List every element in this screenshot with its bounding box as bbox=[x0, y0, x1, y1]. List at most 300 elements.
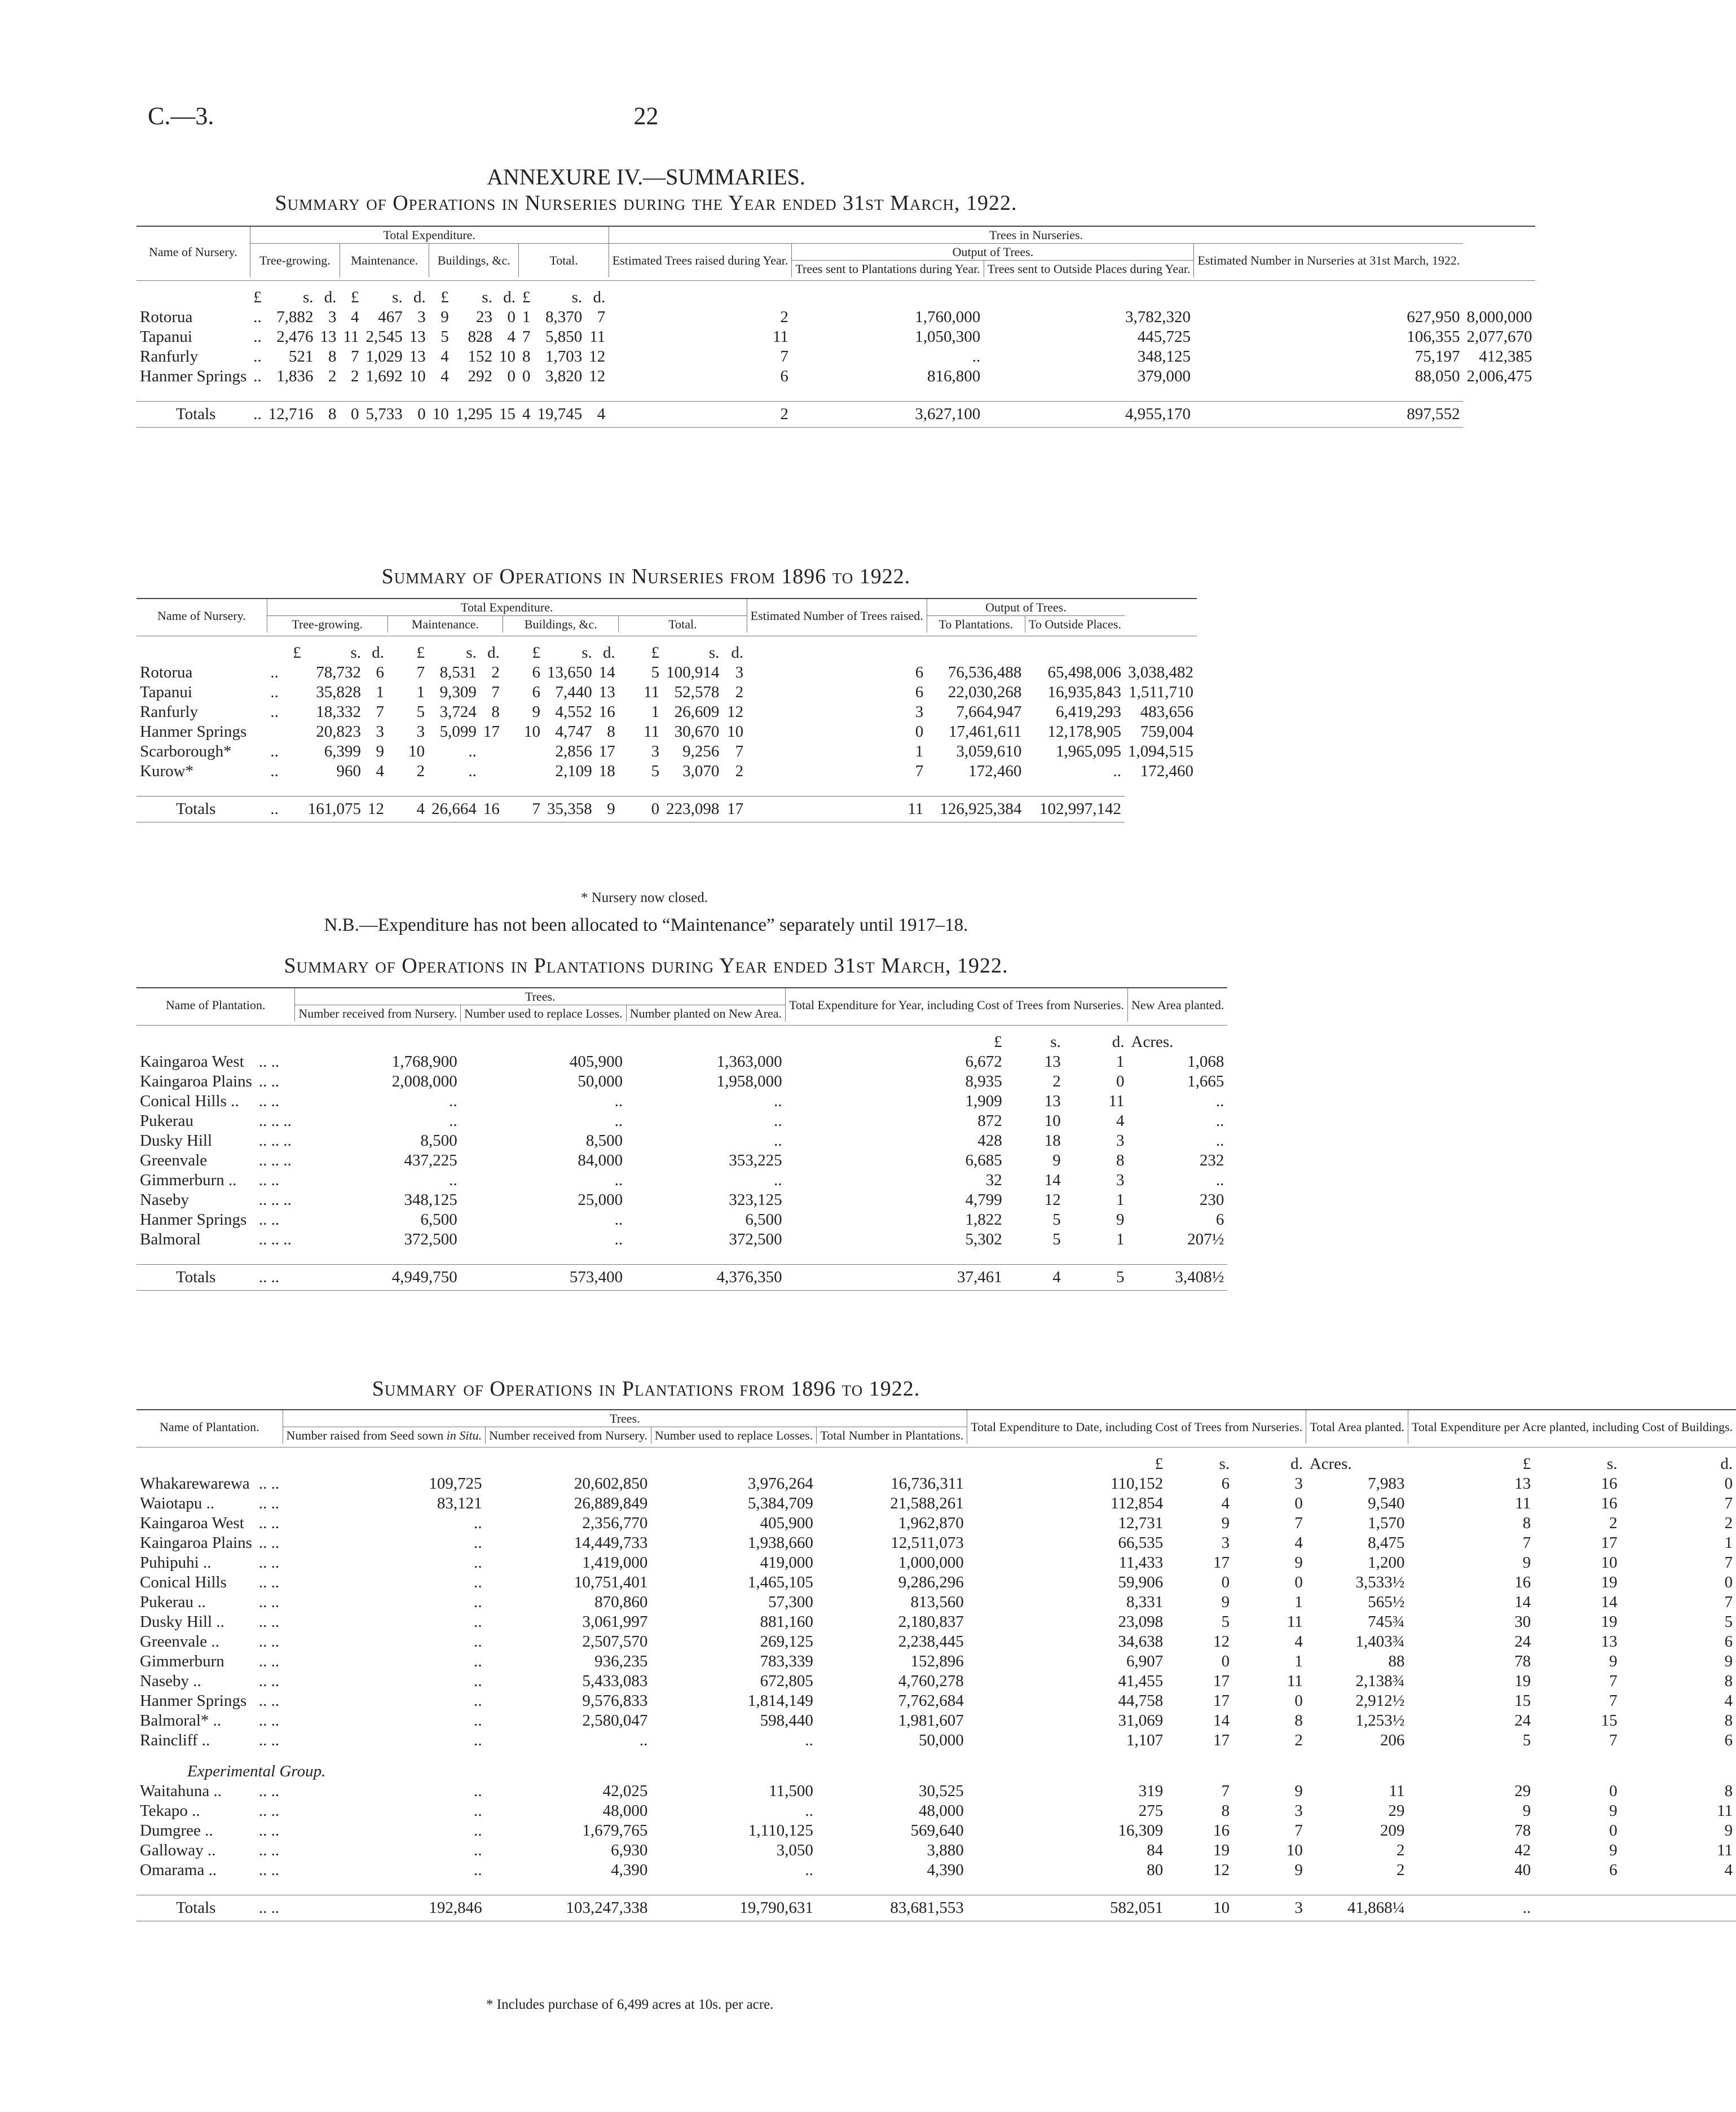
total-cell: 3,408½ bbox=[1128, 1265, 1228, 1291]
plantation-row bbox=[136, 1171, 1227, 1190]
cell: 17 bbox=[1213, 1731, 1230, 1749]
cell: 1,068 bbox=[1187, 1053, 1224, 1071]
cell: 109,725 bbox=[429, 1475, 482, 1493]
cell: 3,782,320 bbox=[1125, 308, 1191, 326]
cell: 7 bbox=[780, 347, 788, 366]
cell: 18 bbox=[598, 762, 615, 780]
cell: 8 bbox=[1221, 1802, 1230, 1820]
cell: 230 bbox=[1199, 1191, 1224, 1209]
experimental-row bbox=[136, 1821, 1736, 1841]
cell: 7 bbox=[1724, 1494, 1733, 1512]
cell: 405,900 bbox=[569, 1053, 623, 1071]
cell: 936,235 bbox=[594, 1652, 648, 1670]
cell: 7 bbox=[350, 347, 359, 366]
plantation-row bbox=[136, 1652, 1736, 1671]
t2-header-name: Name of Nursery. bbox=[157, 609, 246, 623]
t1-header-trees: Trees in Nurseries. bbox=[609, 226, 1463, 244]
cell: 6 bbox=[1724, 1633, 1733, 1651]
total-cell: 11 bbox=[747, 797, 927, 822]
cell: 17 bbox=[483, 723, 500, 741]
t2-footnote: * Nursery now closed. bbox=[581, 890, 708, 905]
cell: .. bbox=[614, 1092, 623, 1110]
cell: .. .. .. bbox=[258, 1230, 292, 1248]
cell: 13 bbox=[409, 347, 426, 366]
cell: 269,125 bbox=[760, 1633, 813, 1651]
cell: 13 bbox=[320, 328, 337, 346]
cell: 2 bbox=[328, 367, 337, 385]
cell: 19 bbox=[1514, 1672, 1531, 1690]
cell: 2,912½ bbox=[1355, 1692, 1405, 1710]
cell: .. bbox=[1215, 1112, 1224, 1130]
cell: 6,500 bbox=[745, 1211, 782, 1229]
cell: 0 bbox=[507, 308, 515, 326]
cell: 4,747 bbox=[555, 723, 592, 741]
cell: 12 bbox=[1213, 1633, 1230, 1651]
cell: .. bbox=[474, 1672, 482, 1690]
cell: 6,500 bbox=[420, 1211, 457, 1229]
cell: 7 bbox=[915, 762, 924, 780]
total-cell: 5 bbox=[1064, 1265, 1128, 1291]
cell: 11 bbox=[1515, 1494, 1531, 1512]
cell: .. bbox=[474, 1633, 482, 1651]
t4-header-seed: Number raised from Seed sown in Situ. bbox=[283, 1427, 485, 1444]
t4-header-name: Name of Plantation. bbox=[160, 1420, 259, 1434]
cell: 521 bbox=[289, 347, 314, 366]
t4-header-used: Number used to replace Losses. bbox=[651, 1427, 816, 1444]
t4-header-area: Total Area planted. bbox=[1306, 1410, 1408, 1444]
cell: .. .. bbox=[258, 1053, 280, 1071]
cell: 7 bbox=[1724, 1593, 1733, 1611]
experimental-row bbox=[136, 1781, 1736, 1801]
cell: 5,433,083 bbox=[582, 1672, 648, 1690]
cell: 405,900 bbox=[760, 1514, 813, 1532]
cell: 7 bbox=[1609, 1672, 1618, 1690]
cell: 2,476 bbox=[276, 328, 314, 346]
cell: .. .. bbox=[258, 1072, 280, 1090]
cell: 9 bbox=[1522, 1802, 1531, 1820]
cell: 19 bbox=[1601, 1573, 1618, 1591]
cell: 29 bbox=[1388, 1802, 1405, 1820]
cell: 9,286,296 bbox=[898, 1573, 964, 1591]
cell: 7 bbox=[1724, 1554, 1733, 1572]
cell: 12,178,905 bbox=[1047, 723, 1121, 741]
cell: 11 bbox=[772, 328, 788, 346]
cell: 7,664,947 bbox=[956, 703, 1022, 721]
cell: .. .. bbox=[258, 1731, 280, 1749]
cell: 11 bbox=[1717, 1841, 1733, 1859]
cell: .. .. bbox=[258, 1554, 280, 1572]
cell bbox=[480, 762, 503, 781]
annexure-title: ANNEXURE IV.—SUMMARIES. bbox=[487, 164, 805, 190]
cell: 16 bbox=[1601, 1494, 1618, 1512]
t1-header-sent-outside: Trees sent to Outside Places during Year. bbox=[984, 261, 1194, 278]
cell: 8,000,000 bbox=[1466, 308, 1532, 326]
cell: 2 bbox=[491, 663, 500, 681]
cell: 20,602,850 bbox=[574, 1475, 648, 1493]
cell: 4 bbox=[1724, 1861, 1733, 1879]
cell: 3,050 bbox=[776, 1841, 813, 1859]
row-label: Conical Hills bbox=[140, 1573, 227, 1591]
cell: 10 bbox=[1601, 1554, 1618, 1572]
cell: 6 bbox=[1215, 1211, 1224, 1229]
cell: 7,762,684 bbox=[898, 1692, 964, 1710]
total-cell: 582,051 bbox=[967, 1895, 1167, 1921]
nursery-row bbox=[136, 347, 1535, 367]
cell: 4,552 bbox=[555, 703, 592, 721]
totals-row bbox=[136, 1265, 1227, 1291]
nursery-row bbox=[136, 327, 1535, 347]
cell: 1,200 bbox=[1368, 1554, 1405, 1572]
nursery-year-table bbox=[136, 226, 1535, 428]
cell: 1 bbox=[522, 308, 531, 326]
t4-header-total: Total Number in Plantations. bbox=[817, 1427, 967, 1444]
row-label: Pukerau bbox=[140, 1112, 194, 1130]
row-label: Hanmer Springs bbox=[140, 1692, 247, 1710]
cell: 5 bbox=[1052, 1211, 1061, 1229]
total-cell: 35,358 bbox=[544, 797, 596, 822]
cell: 6,685 bbox=[965, 1151, 1002, 1169]
row-label: Kurow* bbox=[140, 762, 194, 780]
cell: 2,507,570 bbox=[582, 1633, 648, 1651]
cell: .. .. bbox=[258, 1593, 280, 1611]
cell: 17 bbox=[1213, 1692, 1230, 1710]
cell: 3 bbox=[416, 723, 425, 741]
total-cell: 15 bbox=[496, 402, 519, 428]
nursery-row bbox=[136, 683, 1197, 702]
cell: 7 bbox=[1609, 1731, 1618, 1749]
total-cell: .. bbox=[250, 402, 265, 428]
cell: .. .. bbox=[258, 1633, 280, 1651]
cell: .. bbox=[474, 1514, 482, 1532]
cell: 1,570 bbox=[1368, 1514, 1405, 1532]
cell: 7 bbox=[597, 308, 606, 326]
t4-header-per-acre: Total Expenditure per Acre planted, including Cost of Buildings. bbox=[1408, 1410, 1736, 1444]
cell: 11 bbox=[1717, 1802, 1733, 1820]
cell: 2,008,000 bbox=[391, 1072, 457, 1090]
cell: 0 bbox=[1116, 1072, 1125, 1090]
cell: .. bbox=[474, 1841, 482, 1859]
totals-label: Totals bbox=[136, 797, 267, 822]
cell: .. bbox=[253, 367, 262, 385]
cell: .. bbox=[270, 742, 279, 760]
cell: .. bbox=[639, 1731, 648, 1749]
cell: 7 bbox=[1522, 1534, 1531, 1552]
cell: 5 bbox=[440, 328, 449, 346]
cell: 7 bbox=[491, 683, 500, 701]
total-cell: 103,247,338 bbox=[486, 1895, 651, 1921]
cell: 3,880 bbox=[927, 1841, 964, 1859]
t4-header-expenditure: Total Expenditure to Date, including Cost of Trees from Nurseries. bbox=[967, 1410, 1306, 1444]
cell: 9 bbox=[376, 742, 385, 760]
cell: 2 bbox=[1396, 1861, 1405, 1879]
t2-header-outside: To Outside Places. bbox=[1025, 616, 1125, 633]
cell: 16 bbox=[1601, 1475, 1618, 1493]
cell: 8 bbox=[1522, 1514, 1531, 1532]
cell: 24 bbox=[1514, 1633, 1531, 1651]
total-cell: 0 bbox=[619, 797, 663, 822]
cell: .. .. bbox=[258, 1861, 280, 1879]
total-cell: 1,295 bbox=[452, 402, 496, 428]
cell: 1,962,870 bbox=[898, 1514, 964, 1532]
cell: 1,679,765 bbox=[582, 1821, 648, 1840]
cell: 1,029 bbox=[365, 347, 403, 366]
t4-header-trees: Trees. bbox=[283, 1410, 967, 1427]
cell: 14,449,733 bbox=[574, 1534, 648, 1552]
plantation-year-table bbox=[136, 987, 1227, 1291]
cell: 13 bbox=[598, 683, 615, 701]
cell: 30 bbox=[1514, 1613, 1531, 1631]
row-label: Rotorua bbox=[140, 308, 193, 326]
cell: 3,059,610 bbox=[956, 742, 1022, 760]
page-number: 22 bbox=[633, 102, 659, 130]
row-label: Tapanui bbox=[140, 683, 192, 701]
cell: .. bbox=[774, 1092, 782, 1110]
cell: 42,025 bbox=[602, 1782, 648, 1800]
cell: 2,238,445 bbox=[898, 1633, 964, 1651]
cell: 16 bbox=[1213, 1821, 1230, 1840]
row-label: Naseby .. bbox=[140, 1672, 201, 1690]
cell: 5 bbox=[1052, 1230, 1061, 1248]
cell: 323,125 bbox=[729, 1191, 782, 1209]
row-label: Puhipuhi .. bbox=[140, 1554, 212, 1572]
row-label: Dusky Hill bbox=[140, 1132, 213, 1150]
cell: 26,889,849 bbox=[574, 1494, 648, 1512]
cell: 0 bbox=[1221, 1652, 1230, 1670]
cell: 4,390 bbox=[611, 1861, 648, 1879]
cell: 2 bbox=[1294, 1731, 1303, 1749]
cell: 960 bbox=[336, 762, 362, 780]
cell: 1,511,710 bbox=[1129, 683, 1193, 701]
cell: 9 bbox=[1724, 1821, 1733, 1840]
cell: 10 bbox=[727, 723, 744, 741]
nb-note: N.B.—Expenditure has not been allocated to “Maintenance” separately until 1917–18. bbox=[324, 915, 968, 935]
cell: .. bbox=[474, 1554, 482, 1572]
cell: 2,545 bbox=[365, 328, 403, 346]
cell: 3 bbox=[651, 742, 660, 760]
total-cell: .. .. bbox=[255, 1895, 283, 1921]
nursery-row bbox=[136, 307, 1535, 327]
cell: .. bbox=[474, 1692, 482, 1710]
cell: 84 bbox=[1147, 1841, 1164, 1859]
cell: 6 bbox=[1221, 1475, 1230, 1493]
cell: 41,455 bbox=[1118, 1672, 1164, 1690]
cell: 207½ bbox=[1187, 1230, 1224, 1248]
row-label: Gimmerburn .. bbox=[140, 1171, 237, 1189]
cell: .. .. bbox=[258, 1782, 280, 1800]
total-cell: 0 bbox=[340, 402, 363, 428]
cell: 3 bbox=[376, 723, 385, 741]
cell: 34,638 bbox=[1118, 1633, 1164, 1651]
cell: 10,751,401 bbox=[574, 1573, 648, 1591]
cell: 32 bbox=[985, 1171, 1002, 1189]
t2-header-buildings: Buildings, &c. bbox=[503, 616, 619, 633]
cell: 0 bbox=[1294, 1494, 1303, 1512]
row-label: Hanmer Springs bbox=[140, 367, 247, 385]
cell: 9,256 bbox=[682, 742, 720, 760]
cell: 8 bbox=[328, 347, 337, 366]
row-label: Gimmerburn bbox=[140, 1652, 224, 1670]
cell: 4 bbox=[1294, 1534, 1303, 1552]
cell: 100,914 bbox=[666, 663, 720, 681]
total-cell: 4 bbox=[387, 797, 428, 822]
cell: 75,197 bbox=[1415, 347, 1460, 366]
total-cell: 8 bbox=[317, 402, 340, 428]
cell: 870,860 bbox=[594, 1593, 648, 1611]
cell: 6,399 bbox=[324, 742, 362, 760]
total-cell: 223,098 bbox=[663, 797, 722, 822]
cell: .. bbox=[805, 1861, 813, 1879]
cell: 13 bbox=[1044, 1092, 1061, 1110]
cell: 8,475 bbox=[1368, 1534, 1405, 1552]
cell: 5,384,709 bbox=[747, 1494, 813, 1512]
cell: 1,253½ bbox=[1355, 1711, 1405, 1730]
cell: 428 bbox=[977, 1132, 1002, 1150]
total-cell: 41,868¼ bbox=[1306, 1895, 1408, 1921]
cell: 5,850 bbox=[545, 328, 583, 346]
cell: 14 bbox=[1601, 1593, 1618, 1611]
cell: 1 bbox=[376, 683, 385, 701]
t2-header-output: Output of Trees. bbox=[927, 599, 1125, 616]
cell: 0 bbox=[1724, 1475, 1733, 1493]
row-label: Greenvale .. bbox=[140, 1633, 219, 1651]
cell: .. bbox=[474, 1782, 482, 1800]
experimental-group-heading: Experimental Group. bbox=[187, 1762, 326, 1780]
total-cell: 7 bbox=[503, 797, 544, 822]
t2-header-tree-growing: Tree-growing. bbox=[267, 616, 387, 633]
cell: 353,225 bbox=[729, 1151, 782, 1169]
cell: 2 bbox=[416, 762, 425, 780]
plantation-row bbox=[136, 1671, 1736, 1691]
cell: 2,180,837 bbox=[898, 1613, 964, 1631]
cell: 13 bbox=[1044, 1053, 1061, 1071]
cell: 232 bbox=[1199, 1151, 1224, 1169]
cell: 2 bbox=[735, 683, 744, 701]
cell: .. bbox=[805, 1731, 813, 1749]
total-cell: .. bbox=[267, 797, 304, 822]
cell: 24 bbox=[1514, 1711, 1531, 1730]
table2-caption: Summary of Operations in Nurseries from 1896 to 1922. bbox=[381, 565, 911, 588]
plantation-row bbox=[136, 1230, 1227, 1249]
cell: 152 bbox=[468, 347, 492, 366]
cell: 9 bbox=[1294, 1782, 1303, 1800]
t3-units-row: £ s. d. Acres. bbox=[994, 1033, 1174, 1051]
cell: .. bbox=[614, 1211, 623, 1229]
cell: 21,588,261 bbox=[890, 1494, 964, 1512]
cell: 19 bbox=[1213, 1841, 1230, 1859]
total-cell: 126,925,384 bbox=[927, 797, 1025, 822]
row-label: Hanmer Springs bbox=[140, 1211, 247, 1229]
cell: 11,433 bbox=[1118, 1554, 1164, 1572]
cell: 152,896 bbox=[910, 1652, 964, 1670]
cell: 12 bbox=[589, 347, 606, 366]
cell: 7 bbox=[1294, 1821, 1303, 1840]
cell: 7,440 bbox=[555, 683, 592, 701]
cell: 1 bbox=[651, 703, 660, 721]
cell: 12,731 bbox=[1118, 1514, 1164, 1532]
cell: .. bbox=[1215, 1171, 1224, 1189]
row-label: Greenvale bbox=[140, 1151, 208, 1169]
cell: 1,363,000 bbox=[716, 1053, 782, 1071]
cell: 3,533½ bbox=[1355, 1573, 1405, 1591]
cell: 2 bbox=[1052, 1072, 1061, 1090]
t2-units-row: £ s. d. £ s. d. £ s. d. £ s. d. bbox=[293, 644, 744, 662]
cell: 8 bbox=[1724, 1711, 1733, 1730]
cell: 23 bbox=[475, 308, 492, 326]
t1-header-expenditure: Total Expenditure. bbox=[250, 226, 609, 244]
cell: 10 bbox=[408, 742, 425, 760]
cell: 1,703 bbox=[545, 347, 583, 366]
cell: 17,461,611 bbox=[948, 723, 1022, 741]
cell: 18 bbox=[1044, 1132, 1061, 1150]
cell: 16 bbox=[1514, 1573, 1531, 1591]
cell: 0 bbox=[1294, 1573, 1303, 1591]
cell: .. bbox=[474, 1861, 482, 1879]
experimental-row bbox=[136, 1841, 1736, 1860]
report-code: C.—3. bbox=[148, 102, 214, 130]
cell: .. .. bbox=[258, 1613, 280, 1631]
plantation-row bbox=[136, 1533, 1736, 1553]
total-cell: 4 bbox=[1006, 1265, 1064, 1291]
row-label: Rotorua bbox=[140, 663, 193, 681]
cell: 1,768,900 bbox=[391, 1053, 457, 1071]
cell: 3 bbox=[328, 308, 337, 326]
plantation-history-table bbox=[136, 1409, 1736, 1921]
cell: 66,535 bbox=[1118, 1534, 1164, 1552]
plantation-row bbox=[136, 1592, 1736, 1612]
cell: 627,950 bbox=[1407, 308, 1460, 326]
cell: 8 bbox=[1294, 1711, 1303, 1730]
nursery-history-table bbox=[136, 598, 1197, 822]
cell: 19 bbox=[1601, 1613, 1618, 1631]
cell: 11 bbox=[1389, 1782, 1405, 1800]
experimental-row bbox=[136, 1860, 1736, 1880]
cell: 12 bbox=[1213, 1861, 1230, 1879]
cell bbox=[503, 762, 544, 781]
row-label: Naseby bbox=[140, 1191, 189, 1209]
cell: 15 bbox=[1601, 1711, 1618, 1730]
cell: 9 bbox=[1221, 1593, 1230, 1611]
cell: .. bbox=[270, 663, 279, 681]
totals-row bbox=[136, 797, 1197, 822]
cell bbox=[503, 742, 544, 762]
cell: .. .. bbox=[258, 1092, 280, 1110]
cell: 26,609 bbox=[674, 703, 720, 721]
cell: 17 bbox=[1213, 1554, 1230, 1572]
row-label: Balmoral bbox=[140, 1230, 201, 1248]
total-cell: 19,790,631 bbox=[651, 1895, 816, 1921]
cell: 2 bbox=[1724, 1514, 1733, 1532]
cell: 8,935 bbox=[965, 1072, 1002, 1090]
cell: 4 bbox=[1294, 1633, 1303, 1651]
cell: 9 bbox=[1294, 1554, 1303, 1572]
t3-header-name: Name of Plantation. bbox=[165, 998, 266, 1012]
plantation-row bbox=[136, 1573, 1736, 1592]
total-cell bbox=[1534, 1895, 1620, 1921]
nursery-row bbox=[136, 702, 1197, 722]
cell: 14 bbox=[598, 663, 615, 681]
plantation-row bbox=[136, 1513, 1736, 1533]
nursery-row bbox=[136, 663, 1197, 683]
cell: 2 bbox=[780, 308, 788, 326]
cell: 0 bbox=[1609, 1821, 1618, 1840]
cell: 8 bbox=[522, 347, 531, 366]
total-cell: 9 bbox=[596, 797, 619, 822]
cell: 3,820 bbox=[545, 367, 583, 385]
cell: 16 bbox=[598, 703, 615, 721]
cell: .. bbox=[474, 1613, 482, 1631]
cell: .. .. bbox=[258, 1514, 280, 1532]
cell: 8 bbox=[607, 723, 615, 741]
